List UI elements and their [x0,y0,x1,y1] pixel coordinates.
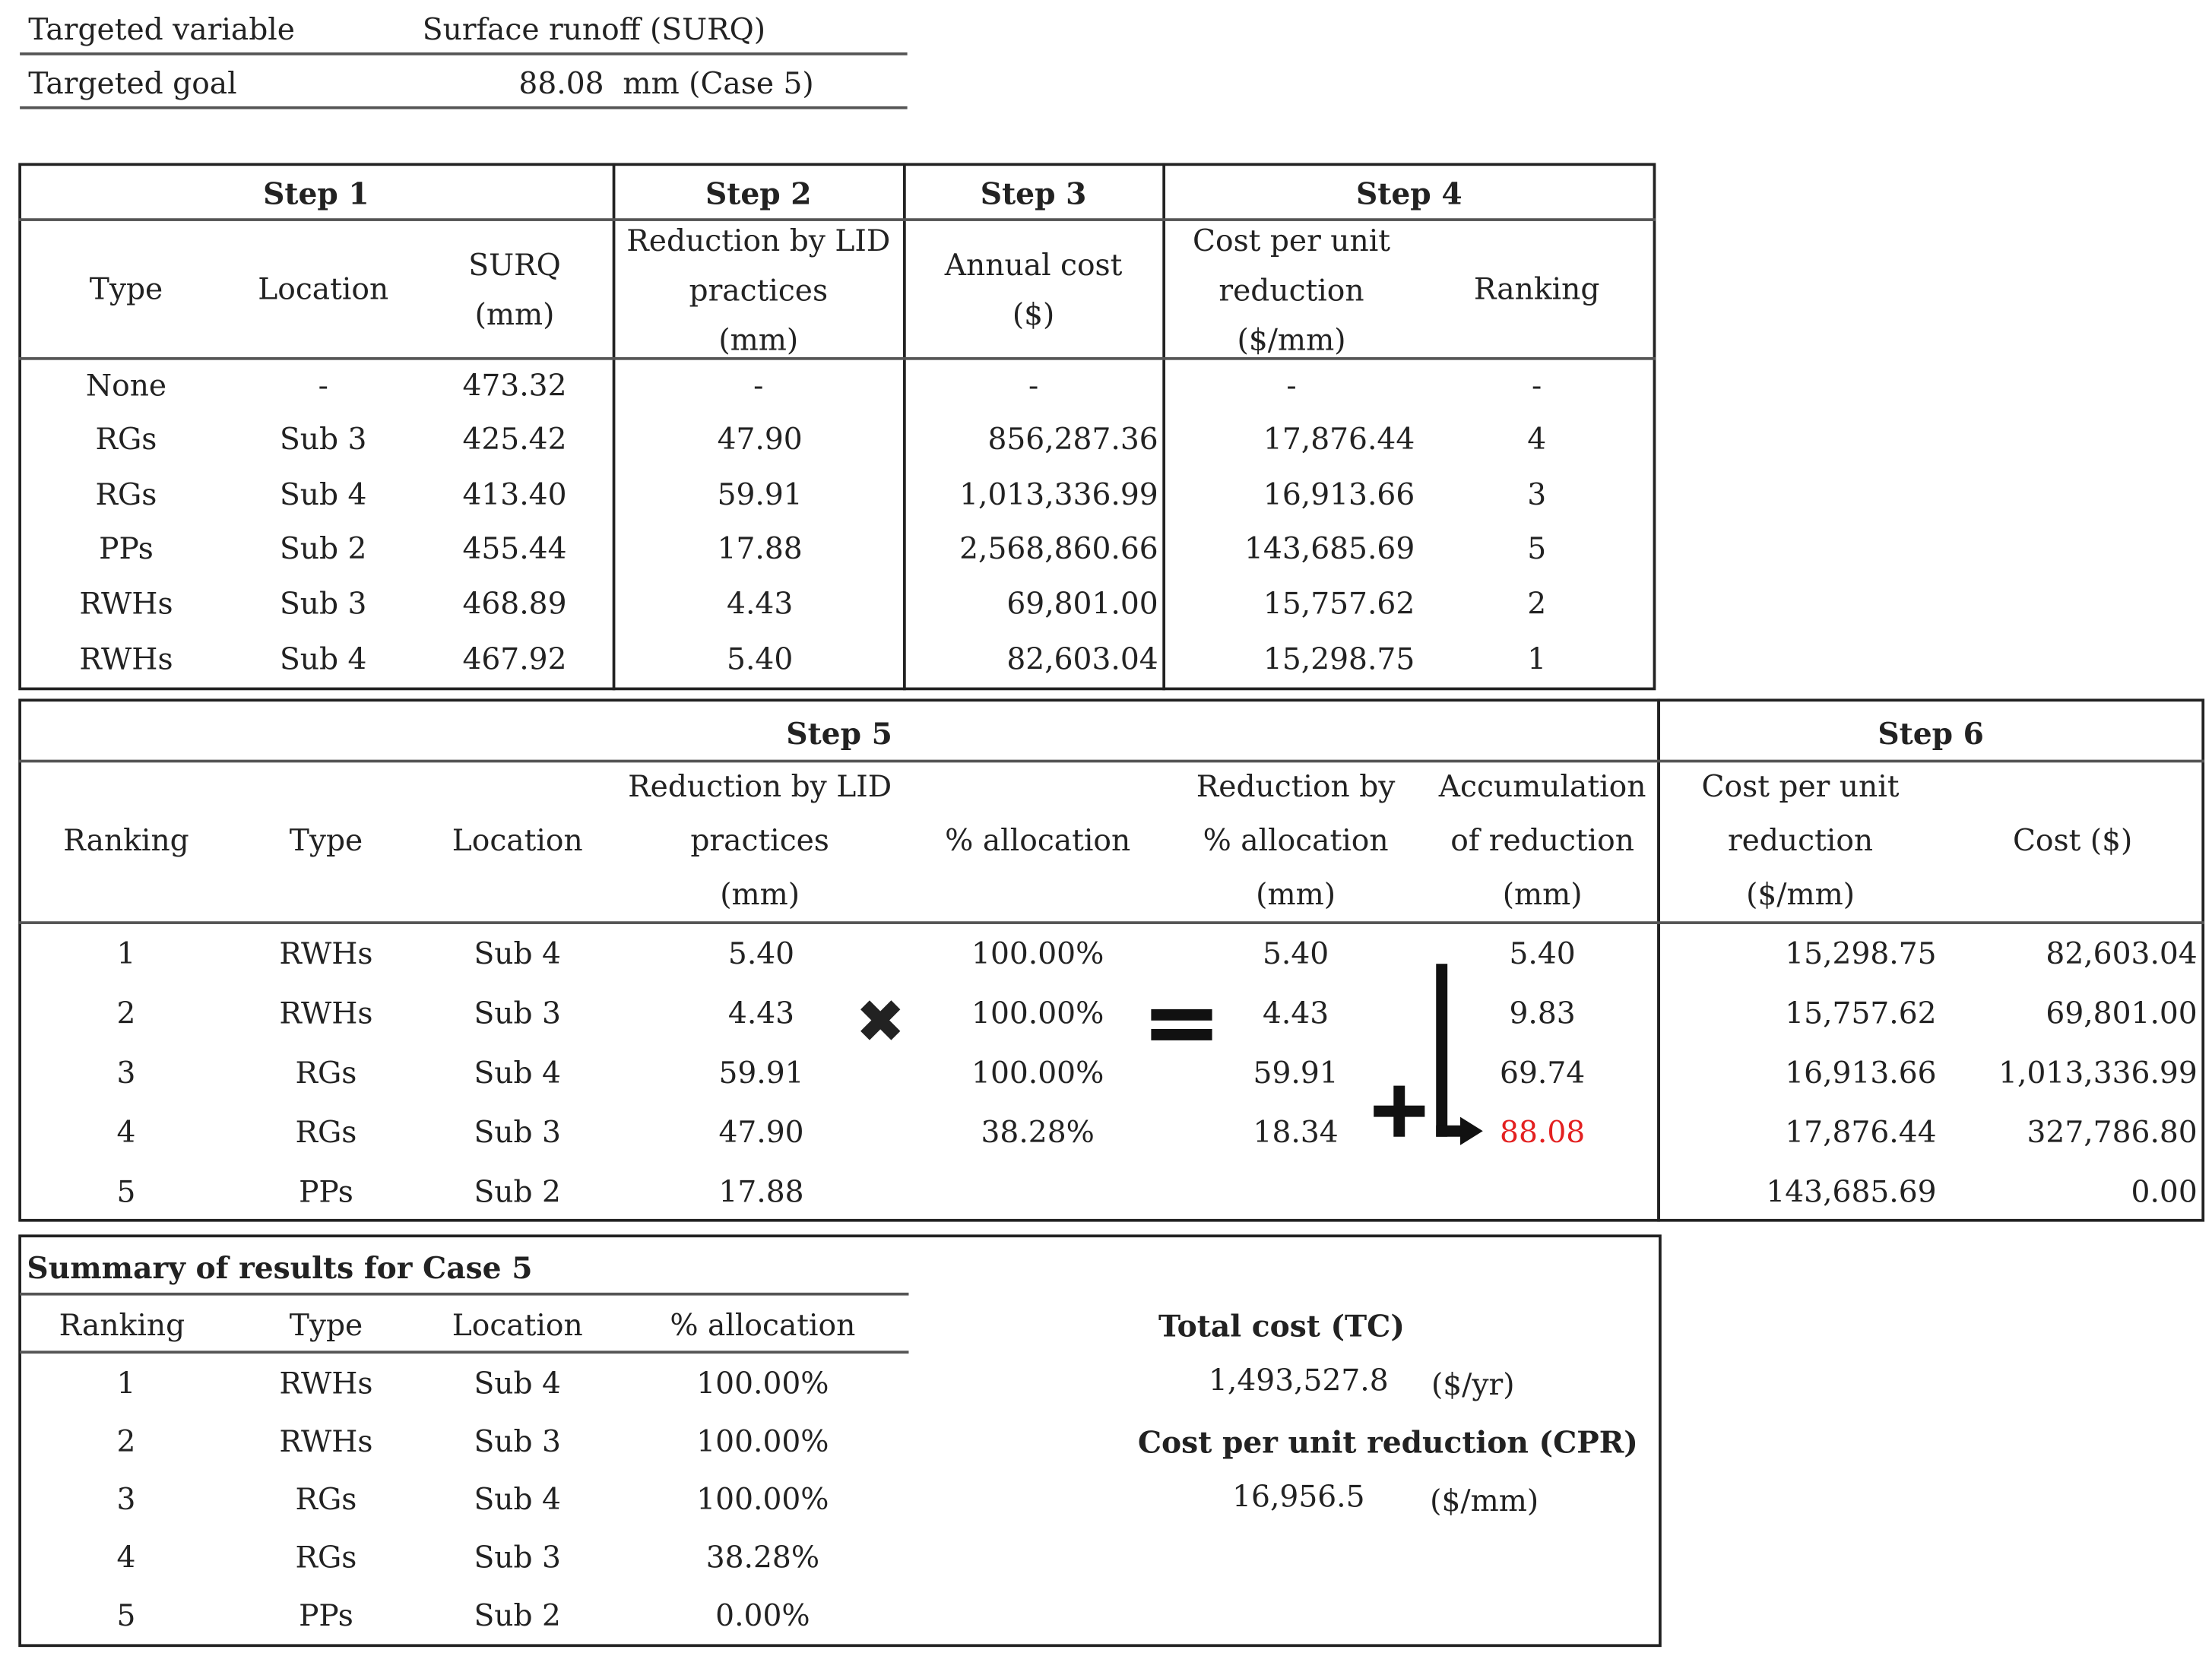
t2-col-type: Type [289,823,363,858]
t2-col-ranking: Ranking [63,823,189,858]
t1-col-location: Location [258,272,389,306]
t1-cell-surq: 473.32 [462,368,567,403]
t1-divider-step4 [1162,163,1165,690]
t2-cell-cpu: 16,913.66 [1785,1056,1937,1091]
t1-col-reduction-1: Reduction by LID [626,223,891,258]
t1-cell-reduction: 59.91 [717,477,803,512]
t2-cell-cpu: 15,757.62 [1785,996,1937,1031]
t2-cell-allocation: 100.00% [971,1056,1104,1091]
t2-col-accum-2: of reduction [1450,823,1634,858]
t1-cell-type: RGs [95,477,157,512]
t2-cell-location: Sub 4 [474,1056,561,1091]
t2-cell-allocation: 100.00% [971,996,1104,1031]
t1-step2-title: Step 2 [705,176,812,211]
t1-cell-rank: - [1532,368,1542,403]
t1-col-cpu-2: reduction [1219,273,1364,308]
total-cost-unit: ($/yr) [1431,1367,1515,1402]
header-divider-2 [20,106,907,109]
t1-cell-surq: 413.40 [462,477,567,512]
t2-cell-red-alloc: 5.40 [1263,936,1329,971]
t2-cell-accum-goal: 88.08 [1500,1115,1586,1150]
t1-cell-cpu: 15,298.75 [1263,641,1415,676]
t1-col-cpu-1: Cost per unit [1193,223,1391,258]
t2-steps-divider [18,760,2204,762]
targeted-variable-value: Surface runoff (SURQ) [422,12,765,47]
t2-cell-cpu: 17,876.44 [1785,1115,1937,1150]
total-cost-value: 1,493,527.8 [1208,1363,1389,1398]
t1-cell-rank: 5 [1527,531,1547,566]
summary-title: Summary of results for Case 5 [27,1249,533,1286]
cpr-label: Cost per unit reduction (CPR) [1137,1424,1638,1460]
summary-cell-allocation: 38.28% [705,1540,820,1575]
t1-step1-title: Step 1 [263,176,369,211]
t2-col-red-alloc-2: % allocation [1203,823,1389,858]
summary-cell-type: RWHs [279,1366,373,1401]
t2-cell-accum: 9.83 [1509,996,1576,1031]
t2-col-red-alloc-3: (mm) [1256,877,1336,912]
t2-cell-type: RGs [295,1056,357,1091]
summary-col-allocation: % allocation [670,1308,856,1343]
t2-cell-location: Sub 2 [474,1175,561,1209]
t1-cell-rank: 2 [1527,587,1547,621]
summary-cell-type: RWHs [279,1424,373,1459]
t2-col-allocation: % allocation [945,823,1131,858]
summary-cell-location: Sub 2 [474,1598,561,1633]
t2-cell-cost: 327,786.80 [2027,1115,2198,1150]
summary-cell-location: Sub 3 [474,1540,561,1575]
t1-divider-step3 [903,163,906,690]
t1-col-cpu-3: ($/mm) [1237,323,1346,357]
t2-cell-accum: 5.40 [1509,936,1576,971]
t1-col-type: Type [89,272,163,306]
t1-cell-surq: 468.89 [462,587,567,621]
t2-cell-accum: 69.74 [1500,1056,1586,1091]
t2-cell-location: Sub 3 [474,996,561,1031]
summary-cell-rank: 1 [116,1366,136,1401]
t2-cell-location: Sub 4 [474,936,561,971]
t1-cell-cpu: 17,876.44 [1263,422,1415,457]
t2-col-accum-1: Accumulation [1438,769,1646,804]
t1-cell-cost: 82,603.04 [1006,641,1158,676]
t2-col-reduction-3: (mm) [720,877,800,912]
cpr-value: 16,956.5 [1232,1480,1365,1514]
t1-cell-location: Sub 3 [279,422,367,457]
summary-divider-2 [20,1350,908,1353]
t1-cell-rank: 1 [1527,641,1547,676]
t2-cell-type: RWHs [279,996,373,1031]
summary-cell-allocation: 0.00% [715,1598,810,1633]
t2-cell-rank: 2 [116,996,136,1031]
t2-step6-title: Step 6 [1878,715,1984,752]
t2-cell-allocation: 100.00% [971,936,1104,971]
t1-cell-surq: 467.92 [462,641,567,676]
t2-cell-location: Sub 3 [474,1115,561,1150]
t1-col-surq-1: SURQ [468,248,561,283]
t2-cell-rank: 1 [116,936,136,971]
t1-col-surq-2: (mm) [474,297,555,332]
t1-cell-reduction: 47.90 [717,422,803,457]
summary-cell-rank: 5 [116,1598,136,1633]
t2-cell-reduction: 47.90 [718,1115,804,1150]
t1-cell-type: RGs [95,422,157,457]
t2-step5-title: Step 5 [786,715,892,752]
t2-col-cpu-2: reduction [1727,823,1874,858]
t1-col-reduction-3: (mm) [718,323,799,357]
t2-col-accum-3: (mm) [1502,877,1583,912]
t1-step3-title: Step 3 [980,176,1087,211]
t1-cell-location: Sub 2 [279,531,367,566]
t2-cell-cost: 0.00 [2131,1175,2198,1209]
t2-cell-allocation: 38.28% [981,1115,1095,1150]
t2-col-cost: Cost ($) [2012,823,2133,858]
t1-cell-cost: 856,287.36 [987,422,1158,457]
targeted-goal-value: 88.08 mm (Case 5) [518,66,814,101]
summary-cell-type: RGs [295,1540,357,1575]
t2-cell-rank: 3 [116,1056,136,1091]
t1-cell-type: PPs [99,531,154,566]
summary-cell-location: Sub 4 [474,1366,561,1401]
summary-cell-location: Sub 3 [474,1424,561,1459]
t1-cell-rank: 4 [1527,422,1547,457]
t1-steps-divider [18,218,1656,220]
t1-cell-location: Sub 4 [279,477,367,512]
cpr-unit: ($/mm) [1430,1483,1539,1518]
t1-col-reduction-2: practices [689,273,829,308]
t1-cell-location: - [318,368,328,403]
t2-cell-red-alloc: 18.34 [1253,1115,1339,1150]
t2-col-reduction-1: Reduction by LID [628,769,892,804]
t1-col-annual-cost-1: Annual cost [944,248,1123,283]
t2-col-cpu-1: Cost per unit [1701,769,1900,804]
t1-cell-rank: 3 [1527,477,1547,512]
t2-cell-rank: 4 [116,1115,136,1150]
t1-divider-step2 [613,163,616,690]
t2-cell-cpu: 143,685.69 [1766,1175,1937,1209]
t2-col-reduction-2: practices [690,823,829,858]
total-cost-label: Total cost (TC) [1158,1308,1405,1344]
equals-icon [1151,1009,1212,1021]
accumulate-arrow-icon [1436,964,1447,1137]
t2-cell-reduction: 5.40 [727,936,795,971]
t2-cell-rank: 5 [116,1175,136,1209]
header-divider-1 [20,52,907,55]
t1-cell-type: RWHs [79,641,173,676]
t2-col-cpu-3: ($/mm) [1746,877,1855,912]
t1-cell-cost: 2,568,860.66 [959,531,1158,566]
summary-cell-rank: 2 [116,1424,136,1459]
t1-cell-reduction: 4.43 [727,587,794,621]
t2-cell-cpu: 15,298.75 [1785,936,1937,971]
arrow-head-icon [1460,1117,1483,1145]
multiply-icon: ✖ [855,986,905,1056]
t2-cell-cost: 69,801.00 [2046,996,2198,1031]
t1-cell-cpu: 15,757.62 [1263,587,1415,621]
summary-cell-rank: 4 [116,1540,136,1575]
summary-col-type: Type [289,1308,363,1343]
t1-cell-location: Sub 3 [279,587,367,621]
equals-icon [1151,1029,1212,1040]
summary-cell-allocation: 100.00% [696,1366,829,1401]
t2-cell-reduction: 4.43 [727,996,795,1031]
summary-cell-type: RGs [295,1482,357,1517]
summary-cell-allocation: 100.00% [696,1482,829,1517]
summary-cell-type: PPs [299,1598,353,1633]
t1-cell-type: None [85,368,167,403]
t1-cell-reduction: 17.88 [717,531,803,566]
targeted-variable-label: Targeted variable [28,12,296,47]
t1-col-annual-cost-2: ($) [1012,297,1055,332]
t2-cell-cost: 82,603.04 [2046,936,2198,971]
summary-divider-1 [20,1293,908,1295]
t1-cell-cost: 69,801.00 [1006,587,1158,621]
t1-cell-cpu: - [1286,368,1297,403]
t2-header-divider [18,921,2204,923]
t1-cell-reduction: - [753,368,764,403]
t2-cell-type: RGs [295,1115,357,1150]
t2-cell-cost: 1,013,336.99 [1998,1056,2198,1091]
summary-cell-location: Sub 4 [474,1482,561,1517]
summary-cell-allocation: 100.00% [696,1424,829,1459]
t1-cell-cost: - [1028,368,1039,403]
t2-col-location: Location [452,823,583,858]
t2-cell-reduction: 59.91 [718,1056,804,1091]
t1-cell-cpu: 16,913.66 [1263,477,1415,512]
t1-cell-reduction: 5.40 [727,641,794,676]
t2-cell-type: RWHs [279,936,373,971]
t2-cell-red-alloc: 4.43 [1263,996,1329,1031]
t2-cell-reduction: 17.88 [718,1175,804,1209]
t1-cell-cpu: 143,685.69 [1244,531,1415,566]
targeted-goal-label: Targeted goal [28,66,237,101]
summary-col-location: Location [452,1308,583,1343]
t1-cell-cost: 1,013,336.99 [959,477,1158,512]
t1-cell-surq: 425.42 [462,422,567,457]
plus-icon [1393,1086,1405,1137]
t1-step4-title: Step 4 [1356,176,1463,211]
summary-cell-rank: 3 [116,1482,136,1517]
t1-cell-location: Sub 4 [279,641,367,676]
t2-cell-type: PPs [299,1175,353,1209]
t2-cell-red-alloc: 59.91 [1253,1056,1339,1091]
t1-cell-type: RWHs [79,587,173,621]
t1-col-ranking: Ranking [1473,272,1600,306]
summary-col-ranking: Ranking [59,1308,185,1343]
t2-col-red-alloc-1: Reduction by [1196,769,1396,804]
t1-header-divider [18,357,1656,359]
t1-cell-surq: 455.44 [462,531,567,566]
